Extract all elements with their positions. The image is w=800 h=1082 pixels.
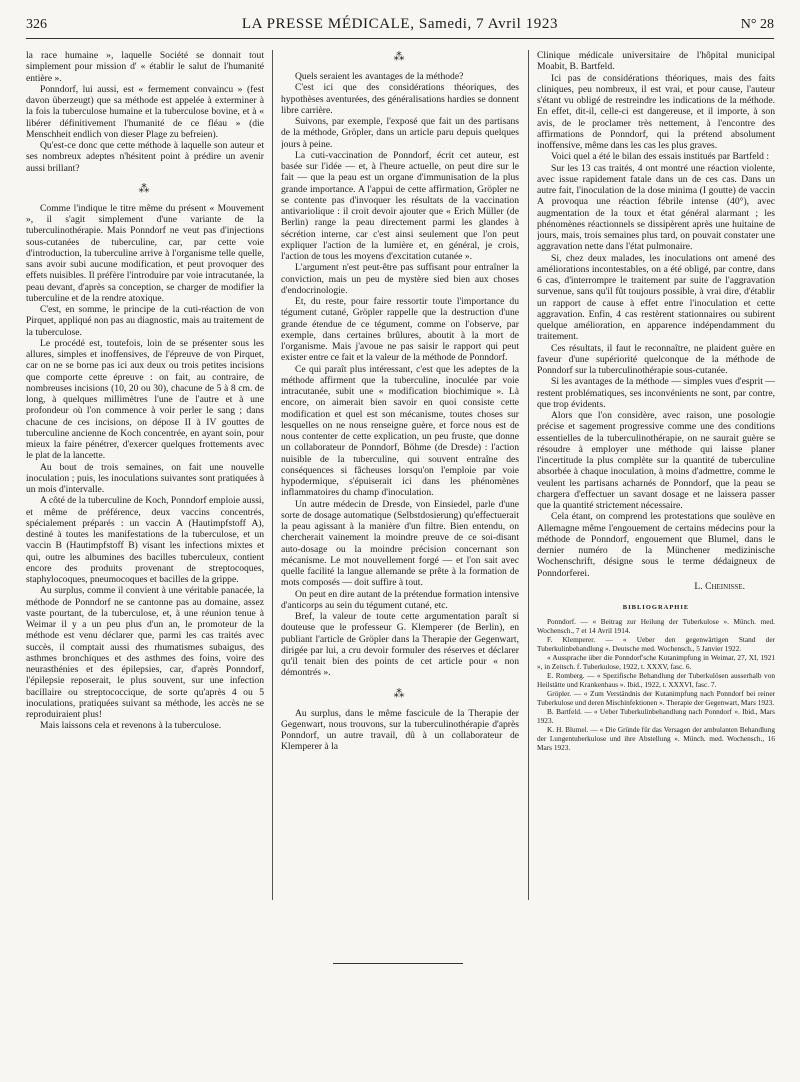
section-separator: ⁂ [138,182,152,195]
bibliography-entry: Ponndorf. — « Beitrag zur Heilung der Tuberkulose ». Münch. med. Wochensch., 7 et 14 Avril 1914. [537,617,775,636]
paragraph: Au surplus, comme il convient à une véritable panacée, la méthode de Ponndorf ne se cantonne pas au domaine, assez vaste pourtant, de la tuberculose, et, à une réunion tenue à Weimar il y a un peu plus d'un an, le promoteur de la méthode est venu déclarer que, parmi les cas traités avec succès, il comptait aussi des rhumatismes subaigus, des asthmes bronchiques et des asthmes des foins, voire des neurasthénies et des épilepsies, car, d'après Ponndorf, l'épilepsie reposerait, le plus souvent, sur une infection bacillaire ou streptococcique, de sorte qu'après 4 ou 5 inoculations, pratiquées suivant sa méthode, les accès ne se reproduiraient plus! [26,585,264,720]
paragraph: Un autre médecin de Dresde, von Einsiedel, parle d'une sorte de dosage automatique (Selbstdosierung) qu'effectuerait la peau agissant à la manière d'un filtre. Bien entendu, on chercherait vainement la moindre preuve de ce soi-disant auto-dosage ou la moindre précision concernant son mécanisme. Le mot nouvellement forgé — et l'on sait avec quelle facilité la langue allemande se prête à la formation de mots composés — doit suffire à tout. [281,498,519,589]
issue-number: N° 28 [740,17,774,32]
paragraph: Quels seraient les avantages de la méthode? [295,71,464,82]
paragraph: Au bout de trois semaines, on fait une nouvelle inoculation ; puis, les inoculations suivantes sont pratiquées à un mois d'intervalle. [26,461,264,495]
paragraph: Et, du reste, pour faire ressortir toute l'importance du tégument cutané, Gröpler rappelle que la destruction d'une grande étendue de ce tégument, comme on l'observe, par exemple, dans certaines brûlures, aboutit à la mort de l'organisme. Mais j'avoue ne pas saisir le rapport qui peut exister entre ce fait et la valeur de la méthode de Ponndorf. [281,296,519,364]
paragraph: Ponndorf, lui aussi, est « fermement convaincu » (fest davon überzeugt) que sa méthode est appelée à exterminer à la fois la tuberculose humaine et la tuberculose bovine, et à « libérer définitivement l'humanité de ce fléau » (die Menschheit endlich von dieser Plage zu befreien). [26,83,264,140]
section-separator: ⁂ [393,51,407,63]
paragraph: Au surplus, dans le même fascicule de la Therapie der Gegenwart, nous trouvons, sur la tuberculinothérapie d'après Ponndorf, un autre travail, dû à un collaborateur de Klemperer à la [281,707,519,753]
paragraph: Ces résultats, il faut le reconnaître, ne plaident guère en faveur d'une supériorité quelconque de la méthode de Ponndorf sur la tuberculinothérapie sous-cutanée. [537,342,775,376]
paragraph: On peut en dire autant de la prétendue formation intensive d'anticorps au sein du tégument cutané, etc. [281,588,519,611]
paragraph: Le procédé est, toutefois, loin de se présenter sous les allures, simples et inoffensives, de l'épreuve de von Pirquet, car on ne se borne pas ici aux deux ou trois petites incisions que comporte cette épreuve : on fait, au contraire, de nombreuses incisions (10, 20 ou 30), chacune de 5 à 8 cm. de long, à quelques millimètres l'une de l'autre et à une profondeur où l'on commence à voir perler le sang ; dans chacune de ces incisions, on dépose II à IV gouttes de tuberculine ancienne de Koch concentrée, en ayant soin, pour mieux la faire pénétrer, d'exercer quelques frottements avec le plat de la lancette. [26,337,264,462]
paragraph: la race humaine », laquelle Société se donnait tout simplement pour mission d' « établir le salut de l'humanité entière ». [26,50,264,84]
author-signature: L. Cheinisse. [694,580,745,592]
journal-title: LA PRESSE MÉDICALE, Samedi, 7 Avril 1923 [241,16,559,32]
paragraph: Mais laissons cela et revenons à la tuberculose. [40,720,222,732]
bibliography-entry: B. Bartfeld. — « Ueber Tuberkulinbehandlung nach Ponndorf ». Ibid., Mars 1923. [537,707,775,726]
paragraph: Qu'est-ce donc que cette méthode à laquelle son auteur et ses nombreux adeptes n'hésitent point à prédire un avenir aussi brillant? [26,140,264,174]
column-3 [537,50,775,1082]
paragraph: Sur les 13 cas traités, 4 ont montré une réaction violente, avec issue rapidement fatale dans un de ces cas. Dans un autre fait, l'inoculation de la dose minima (I goutte) de vaccin A provoqua une réaction fébrile intense (40°), avec augmentation de la toux et état général alarmant ; les phénomènes réactionnels se dissipèrent après une huitaine de jours, mais, trois semaines plus tard, on pouvait constater une aggravation nette dans l'état pulmonaire. [537,162,775,253]
page-number: 326 [26,17,47,32]
column-divider [272,50,273,900]
paragraph: C'est ici que des considérations théoriques, des hypothèses aventurées, des généralisations hardies se donnent libre carrière. [281,82,519,116]
paragraph: Si les avantages de la méthode — simples vues d'esprit — restent problématiques, ses inconvénients ne sont, par contre, que trop évidents. [537,376,775,410]
end-rule [333,963,463,964]
bibliography-entry: K. H. Blumel. — « Die Gründe für das Versagen der ambulanten Behandlung der Lungentuberkulose und ihre Abstellung ». Münch. med. Wochensch., 16 Mars 1923. [537,725,775,753]
bibliography [537,602,775,752]
paragraph: Bref, la valeur de toute cette argumentation paraît si douteuse que le professeur G. Klemperer (de Berlin), en publiant l'article de Gröpler dans la Therapie der Gegenwart, dirigée par lui, a cru devoir formuler des réserves et déclarer qu'il tenait bien des points de cet article pour « non démontrés ». [281,611,519,679]
bibliography-entry: E. Romberg. — « Spezifische Behandlung der Tuberkulösen ausserhalb von Heilstätte und Krankenhaus ». Ibid., 1922, t. XXXVI, fasc. 7. [537,671,775,690]
paragraph: La cuti-vaccination de Ponndorf, écrit cet auteur, est basée sur l'idée — et, à l'heure actuelle, on peut dire sur le fait — que la peau est un organe d'immunisation de la plus grande importance. A l'appui de cette affirmation, Gröpler ne se contente pas d'invoquer les résultats de la vaccination antivariolique : il croit devoir ajouter que « Erich Müller (de Berlin) range la peau directement parmi les glandes à sécrétion interne, car c'est ainsi seulement que l'on peut expliquer l'action de la lumière et, en général, je crois, l'action de tous les moyens d'excitation cutanée ». [281,149,519,262]
paragraph: L'argument n'est peut-être pas suffisant pour entraîner la conviction, mais un peu de mystère sied bien aux choses d'endocrinologie. [281,262,519,296]
paragraph: Clinique médicale universitaire de l'hôpital municipal Moabit, B. Bartfeld. [537,50,775,73]
paragraph: Suivons, par exemple, l'exposé que fait un des partisans de la méthode, Gröpler, dans un article paru depuis quelques jours à peine. [281,116,519,150]
column-1 [26,50,264,1082]
paragraph: Voici quel a été le bilan des essais institués par Bartfeld : [551,151,770,163]
bibliography-title: BIBLIOGRAPHIE [622,604,690,611]
paragraph: A côté de la tuberculine de Koch, Ponndorf emploie aussi, et même de préférence, deux vaccins concentrés, spécialement préparés : un vaccin A (Hautimpfstoff A), destiné à toutes les manifestations de la tuberculose, et un vaccin B (Hautimpfstoff B) visant les infections mixtes et qui, outre les albumines des bacilles tuberculeux, contient encore des produits provenant de streptocoques, staphylocoques, pneumocoques et bacilles de la grippe. [26,495,264,585]
paragraph: Comme l'indique le titre même du présent « Mouvement », il s'agit simplement d'une variante de la tuberculinothérapie. Mais Ponndorf ne veut pas d'injections sous-cutanées de tuberculine, car, par cette voie d'introduction, la tuberculine arrive à l'organisme telle quelle, sans avoir subi aucune modification, et peut provoquer des effets nuisibles. Il préfère l'introduire par voie intracutanée, la peau devant, d'après sa conception, se charger de modifier la tuberculine et de la rendre atoxique. [26,202,264,304]
section-separator: ⁂ [393,687,407,700]
paragraph: Si, chez deux malades, les inoculations ont amené des améliorations incontestables, on a été obligé, par contre, dans 6 cas, d'interrompre le traitement par suite de l'aggravation survenue, sans qu'il fût toujours possible, à vrai dire, d'établir un rapport de cause à effet entre l'inoculation et cette aggravation. Enfin, 4 cas restèrent stationnaires ou subirent quelque amélioration, en apparence indépendamment du traitement. [537,252,775,343]
bibliography-entry: F. Klemperer. — « Ueber den gegenwärtigen Stand der Tuberkulinbehandlung ». Deutsche med. Wochensch., 5 Janvier 1922. [537,635,775,654]
paragraph: Alors que l'on considère, avec raison, une posologie précise et sagement progressive comme une des conditions essentielles de la tuberculinothérapie, on ne saurait guère se résoudre à employer une méthode qui laisse planer l'incertitude la plus complète sur la quantité de tuberculine absorbée à chaque inoculation, à moins d'admettre, comme le veulent les partisans acharnés de Ponndorf, que la peau se chargera d'effectuer un savant dosage et ne laissera passer que la quantité strictement nécessaire. [537,410,775,511]
paragraph: Ce qui paraît plus intéressant, c'est que les adeptes de la méthode affirment que la tuberculine, inoculée par voie intracutanée, subit une « modification biochimique ». Là encore, on aimerait bien savoir en quoi consiste cette modification et quel est son mécanisme, toutes choses sur lesquelles on ne nous renseigne guère, et force nous est de nous contenter de cette explication, un peu fruste, que donne un collaborateur de Ponndorf, Böhme (de Dresde) : l'action nuisible de la tuberculine, qui souvent entraîne des conséquences si fâcheuses lorsqu'on l'emploie par voie hypodermique, s'épuiserait ici dans les phénomènes inflammatoires du champ d'inoculation. [281,363,519,499]
paragraph: C'est, en somme, le principe de la cuti-réaction de von Pirquet, appliqué non pas au diagnostic, mais au traitement de la tuberculose. [26,304,264,338]
bibliography-entry: Gröpler. — « Zum Verständnis der Kutanimpfung nach Ponndorf bei reiner Tuberkulose und deren Mischinfektionen ». Therapie der Gegenwart, Mars 1923. [537,689,775,708]
column-divider [528,50,529,900]
bibliography-entry: « Aussprache über die Ponndorf'sche Kutanimpfung in Weimar, 27, XI, 1921 », in Zeitsch. f. Tuberkulose, 1922, t. XXXV, fasc. 6. [537,653,775,672]
running-header [26,16,774,39]
paragraph: Cela étant, on comprend les protestations que soulève en Allemagne même l'engouement de certains médecins pour la méthode de Ponndorf, engouement que Blumel, dans le dernier numéro de la Münchener medizinische Wochenschrift, désigne sous le terme dédaigneux de Ponndorferei. [537,511,775,579]
column-2 [281,50,519,1082]
paragraph: Ici pas de considérations théoriques, mais des faits cliniques, peu nombreux, il est vrai, et pour cause, l'auteur s'étant vu obligé de restreindre les indications de la méthode. En effet, dit-il, celle-ci est dangereuse, et il importe, à son avis, de le proclamer très nettement, à l'encontre des affirmations de Ponndorf, qui la prétend absolument inoffensive, même dans les cas les plus graves. [537,72,775,151]
